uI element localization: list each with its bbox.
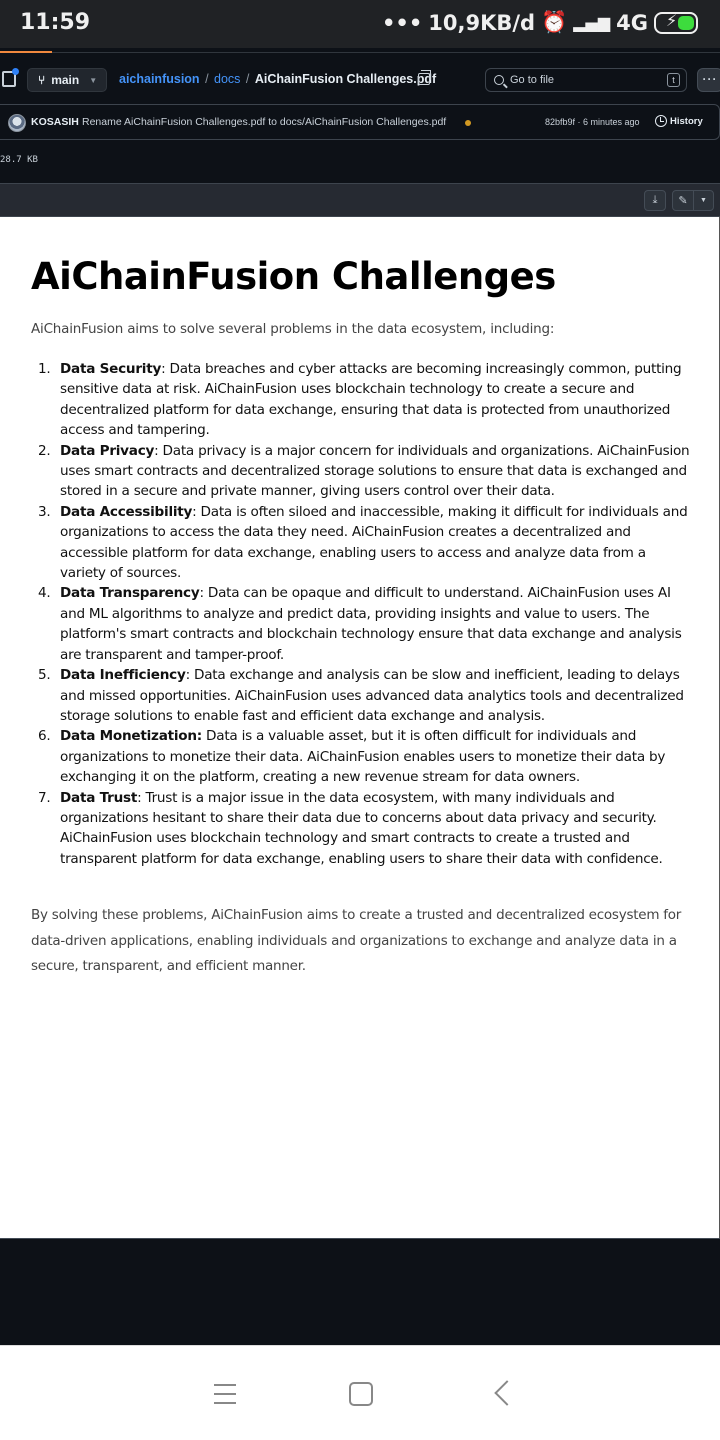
breadcrumb-repo-link[interactable]: aichainfusion [119,72,200,86]
item-heading: Data Accessibility [60,503,193,520]
list-item: 7. Data Trust: Trust is a major issue in the data ecosystem, with many individuals and organizations hesitant to share their data due to concerns about data privacy and security. AiChainFusion uses blockchain technology and smart contracts to create a trusted and transparent platform for data exchange, enabling users to share their data with confidence. [38,789,663,867]
pdf-viewer[interactable] [0,217,720,1238]
signal-icon: ▂▄▆ [573,13,611,32]
item-text: : Data privacy is a major concern for individuals and organizations. AiChainFusion uses smart contracts and decentralized storage solutions to ensure that data is exchanged and stored in a secure and private manner, giving users control over their data. [60,442,690,500]
document-intro: AiChainFusion aims to solve several problems in the data ecosystem, including: [31,321,555,337]
item-heading: Data Security [60,361,162,377]
system-navigation-bar [0,1345,720,1440]
list-item: 1. Data Security: Data breaches and cyber attacks are becoming increasingly common, putting sensitive data at risk. AiChainFusion uses blockchain technology to create a secure and decentralized platform for data exchange, ensuring that data is protected from unauthorized access and tampering. [38,361,682,439]
commit-hash-time[interactable]: 82bfb9f · 6 minutes ago [545,117,640,127]
item-heading: Data Transparency [60,585,200,602]
item-text: Data is a valuable asset, but it is often difficult for individuals and organizations to monetize their data. AiChainFusion enables users to monetize their data by exchanging it on the platform, creating a new revenue stream for data owners. [60,728,666,786]
alarm-icon: ⏰ [541,10,568,34]
file-viewer-toolbar [0,183,720,217]
breadcrumb: aichainfusion / docs / AiChainFusion Challenges.pdf [119,72,437,86]
breadcrumb-dir-link[interactable]: docs [214,72,241,86]
item-heading: Data Privacy [60,442,155,459]
status-icons [382,10,698,35]
go-to-file-input[interactable] [485,68,687,92]
network-type: 4G [616,10,648,35]
edit-button[interactable] [672,190,694,211]
branch-name: main [51,73,80,87]
chevron-down-icon: ▼ [700,197,707,204]
item-text: : Data can be opaque and difficult to understand. AiChainFusion uses AI and ML algorithms to analyze and predict data, providing insights and value to users. The platform's smart contracts and blockchain technology ensure that data exchange and analysis are transparent and tamper-proof. [60,585,682,663]
list-item: 4. Data Transparency: Data can be opaque and difficult to understand. AiChainFusion uses AI and ML algorithms to analyze and predict data, providing insights and value to users. The platform's smart contracts and blockchain technology ensure that data exchange and analysis are transparent and tamper-proof. [38,585,682,663]
notification-dots: ••• [381,10,423,35]
list-item: 6. Data Monetization: Data is a valuable asset, but it is often difficult for individuals and organizations to monetize their data. AiChainFusion enables users to monetize their data by exchanging it on the platform, creating a new revenue stream for data owners. [38,728,666,786]
history-icon [655,115,667,127]
keyboard-shortcut-badge: t [667,73,680,87]
item-text: : Data is often siloed and inaccessible, making it difficult for individuals and organizations to access the data they need. AiChainFusion creates a decentralized and accessible platform for data exchange, enabling users to access and analyze data from a variety of sources. [60,503,688,582]
list-item: 5. Data Inefficiency: Data exchange and analysis can be slow and inefficient, leading to delays and missed opportunities. AiChainFusion uses advanced data analytics tools and decentralized storage solutions to enable fast and efficient data exchange and analysis. [38,667,684,724]
item-heading: Data Monetization: [60,728,202,745]
page-footer-area [0,1238,720,1345]
avatar[interactable] [8,114,26,132]
search-icon [494,75,504,85]
challenges-list [31,359,691,869]
recent-apps-icon[interactable] [214,1384,236,1404]
history-label: History [670,115,703,127]
commit-message[interactable]: Rename AiChainFusion Challenges.pdf to docs/AiChainFusion Challenges.pdf [82,116,447,128]
list-item: 2. Data Privacy: Data privacy is a major concern for individuals and organizations. AiChainFusion uses smart contracts and decentralized storage solutions to ensure that data is exchanged and stored in a secure and private manner, giving users control over their data. [38,442,690,500]
item-text: : Trust is a major issue in the data ecosystem, with many individuals and organizations hesitant to share their data due to concerns about data privacy and security. AiChainFusion uses blockchain technology and smart contracts to create a trusted and transparent platform for data exchange, enabling users to share their data with confidence. [60,789,663,867]
item-text: : Data breaches and cyber attacks are becoming increasingly common, putting sensitive data at risk. AiChainFusion uses blockchain technology to create a secure and decentralized platform for data exchange, ensuring that data is protected from unauthorized access and tampering. [60,361,682,439]
edit-options-dropdown[interactable] [693,190,714,211]
branch-selector-button[interactable] [27,68,107,92]
file-header [0,56,720,104]
commit-author[interactable]: KOSASIH [31,116,79,128]
git-branch-icon: ⑂ [38,73,46,87]
sidebar-toggle-icon[interactable] [2,71,16,87]
copy-path-icon[interactable] [418,73,430,85]
document-title: AiChainFusion Challenges [31,255,556,298]
pencil-icon: ✎ [678,195,688,207]
commit-status-dot[interactable] [465,120,471,126]
item-heading: Data Inefficiency [60,667,186,684]
document-conclusion: By solving these problems, AiChainFusion aims to create a trusted and decentralized ecosystem for data-driven applications, enabling individuals and organizations to exchange and analyze data in a secure, transparent, and efficient manner. [31,907,682,974]
download-icon: ⤓ [652,194,658,206]
page-load-progress [0,52,720,53]
item-text: : Data exchange and analysis can be slow and inefficient, leading to delays and missed opportunities. AiChainFusion uses advanced data analytics tools and decentralized storage solutions to enable fast and efficient data exchange and analysis. [60,667,684,724]
clock-time: 11:59 [20,10,91,35]
chevron-down-icon: ▼ [89,75,98,85]
item-heading: Data Trust [60,789,138,806]
download-button[interactable] [644,190,666,211]
list-item: 3. Data Accessibility: Data is often siloed and inaccessible, making it difficult for individuals and organizations to access the data they need. AiChainFusion creates a decentralized and accessible platform for data exchange, enabling users to access and analyze data from a variety of sources. [38,503,688,582]
status-bar [0,0,720,48]
breadcrumb-file: AiChainFusion Challenges.pdf [254,72,437,86]
history-button[interactable] [655,115,703,127]
home-icon[interactable] [349,1382,373,1406]
battery-charging-icon: ⚡ [654,12,698,34]
back-icon[interactable] [494,1380,519,1405]
network-speed: 10,9KB/d [428,10,536,35]
file-size: 28.7 KB [0,155,38,165]
more-options-button[interactable]: ··· [697,68,720,92]
go-to-file-placeholder: Go to file [510,74,555,86]
latest-commit-bar [0,104,720,140]
